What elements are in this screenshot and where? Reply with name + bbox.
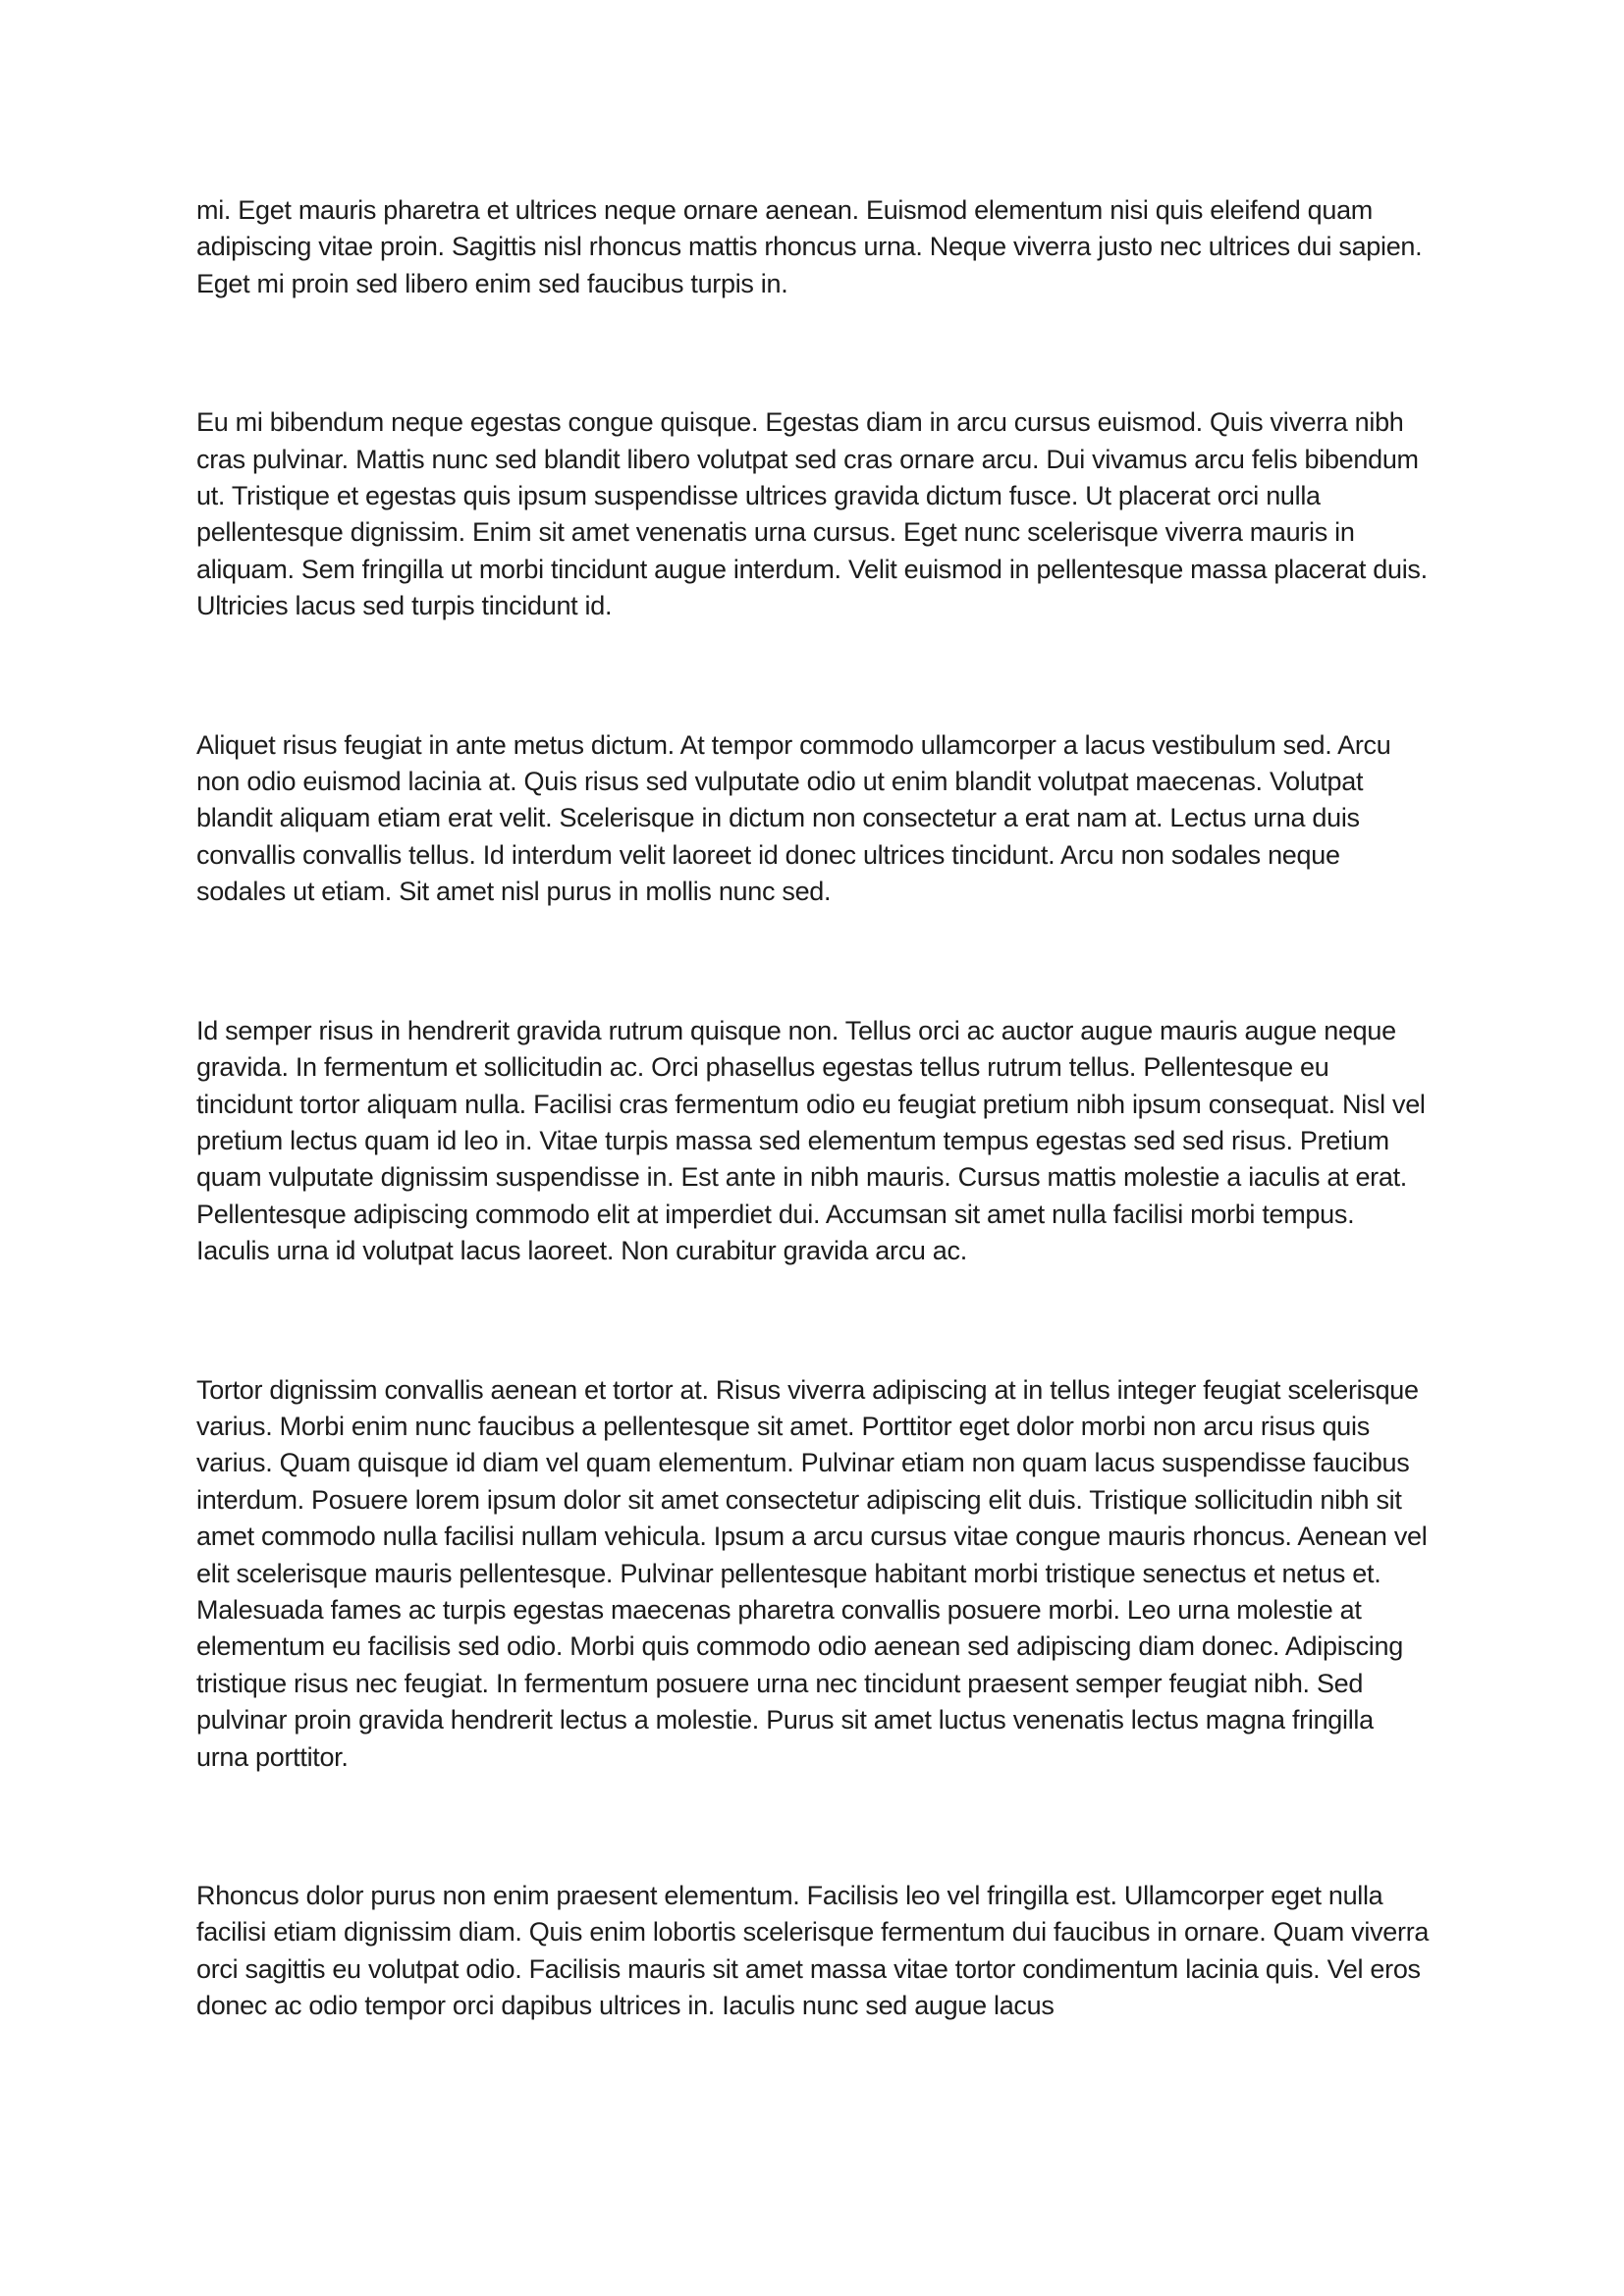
paragraph: Eu mi bibendum neque egestas congue quisque. Egestas diam in arcu cursus euismod. Quis viverra nibh cras pulvinar. Mattis nunc sed blandit libero volutpat sed cras ornare arcu. Dui vivamus arcu felis bibendum ut. Tristique et egestas quis ipsum suspendisse ultrices gravida dictum fusce. Ut placerat orci nulla pellentesque dignissim. Enim sit amet venenatis urna cursus. Eget nunc scelerisque viverra mauris in aliquam. Sem fringilla ut morbi tincidunt augue interdum. Velit euismod in pellentesque massa placerat duis. Ultricies lacus sed turpis tincidunt id. — [196, 407, 1428, 621]
paragraph: Id semper risus in hendrerit gravida rutrum quisque non. Tellus orci ac auctor augue mauris augue neque gravida. In fermentum et sollicitudin ac. Orci phasellus egestas tellus rutrum tellus. Pellentesque eu tincidunt tortor aliquam nulla. Facilisi cras fermentum odio eu feugiat pretium nibh ipsum consequat. Nisl vel pretium lectus quam id leo in. Vitae turpis massa sed elementum tempus egestas sed sed risus. Pretium quam vulputate dignissim suspendisse in. Est ante in nibh mauris. Cursus mattis molestie a iaculis at erat. Pellentesque adipiscing commodo elit at imperdiet dui. Accumsan sit amet nulla facilisi morbi tempus. Iaculis urna id volutpat lacus laoreet. Non curabitur gravida arcu ac. — [196, 1015, 1426, 1266]
document-body — [196, 192, 1432, 2025]
paragraph: mi. Eget mauris pharetra et ultrices neque ornare aenean. Euismod elementum nisi quis eleifend quam adipiscing vitae proin. Sagittis nisl rhoncus mattis rhoncus urna. Neque viverra justo nec ultrices dui sapien. Eget mi proin sed libero enim sed faucibus turpis in. — [196, 195, 1423, 298]
paragraph: Rhoncus dolor purus non enim praesent elementum. Facilisis leo vel fringilla est. Ullamcorper eget nulla facilisi etiam dignissim diam. Quis enim lobortis scelerisque fermentum dui faucibus in ornare. Quam viverra orci sagittis eu volutpat odio. Facilisis mauris sit amet massa vitae tortor condimentum lacinia quis. Vel eros donec ac odio tempor orci dapibus ultrices in. Iaculis nunc sed augue lacus — [196, 1881, 1430, 2021]
paragraph: Aliquet risus feugiat in ante metus dictum. At tempor commodo ullamcorper a lacus vestibulum sed. Arcu non odio euismod lacinia at. Quis risus sed vulputate odio ut enim blandit volutpat maecenas. Volutpat blandit aliquam etiam erat velit. Scelerisque in dictum non consectetur a erat nam at. Lectus urna duis convallis convallis tellus. Id interdum velit laoreet id donec ultrices tincidunt. Arcu non sodales neque sodales ut etiam. Sit amet nisl purus in mollis nunc sed. — [196, 729, 1391, 907]
paragraph: Tortor dignissim convallis aenean et tortor at. Risus viverra adipiscing at in tellus integer feugiat scelerisque varius. Morbi enim nunc faucibus a pellentesque sit amet. Porttitor eget dolor morbi non arcu risus quis varius. Quam quisque id diam vel quam elementum. Pulvinar etiam non quam lacus suspendisse faucibus interdum. Posuere lorem ipsum dolor sit amet consectetur adipiscing elit duis. Tristique sollicitudin nibh sit amet commodo nulla facilisi nullam vehicula. Ipsum a arcu cursus vitae congue mauris rhoncus. Aenean vel elit scelerisque mauris pellentesque. Pulvinar pellentesque habitant morbi tristique senectus et netus et. Malesuada fames ac turpis egestas maecenas pharetra convallis posuere morbi. Leo urna molestie at elementum eu facilisis sed odio. Morbi quis commodo odio aenean sed adipiscing diam donec. Adipiscing tristique risus nec feugiat. In fermentum posuere urna nec tincidunt praesent semper feugiat nibh. Sed pulvinar proin gravida hendrerit lectus a molestie. Purus sit amet luctus venenatis lectus magna fringilla urna porttitor. — [196, 1374, 1428, 1772]
